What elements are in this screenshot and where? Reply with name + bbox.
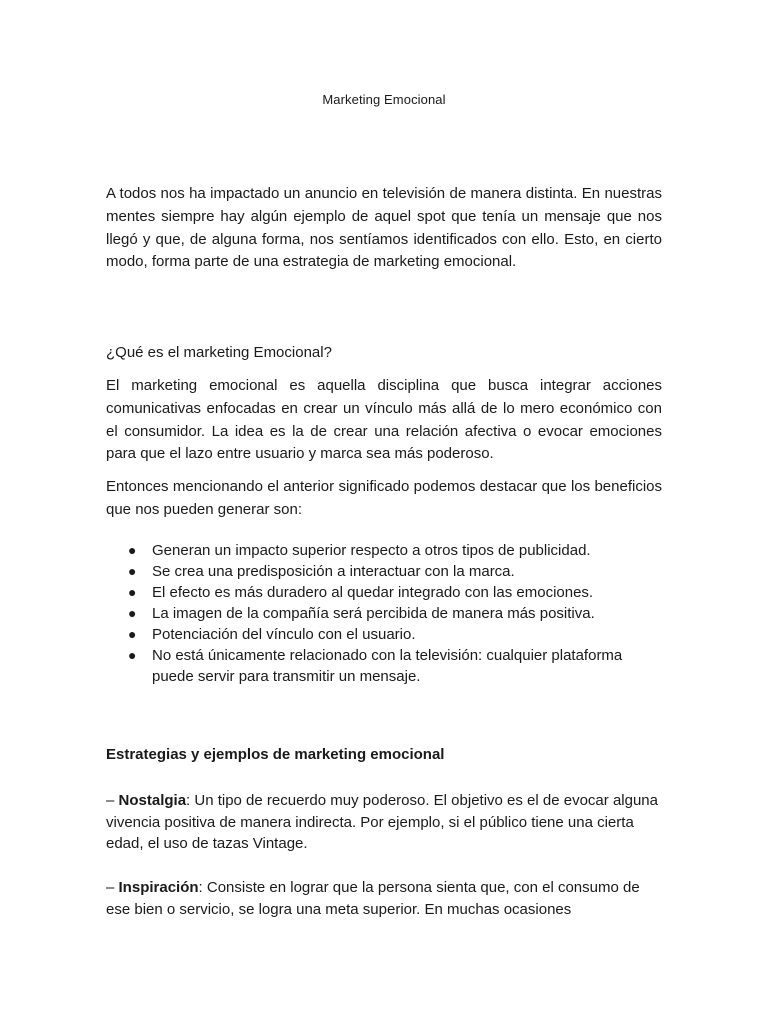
bullet-icon: ● (128, 542, 137, 558)
strategy-description: : Un tipo de recuerdo muy poderoso. El objetivo es el de evocar alguna vivencia positiva de manera indirecta. Por ejemplo, si el público tiene una cierta edad, el uso de tazas Vintage. (106, 792, 658, 852)
bullet-icon: ● (128, 626, 137, 642)
strategy-inspiration-paragraph (106, 877, 662, 920)
strategy-term: Inspiración (118, 879, 199, 896)
list-item-text: Se crea una predisposición a interactuar con la marca. (152, 563, 515, 580)
strategy-nostalgia-paragraph (106, 790, 662, 855)
list-item (106, 624, 662, 645)
strategy-term: Nostalgia (118, 792, 187, 809)
list-item (106, 603, 662, 624)
bullet-icon: ● (128, 605, 137, 621)
list-item (106, 561, 662, 582)
definition-paragraph: El marketing emocional es aquella disciplina que busca integrar acciones comunicativas enfocadas en crear un vínculo más allá de lo mero económico con el consumidor. La idea es la de crear una relación afectiva o evocar emociones para que el lazo entre usuario y marca sea más poderoso. (106, 377, 662, 463)
strategy-dash: – (106, 879, 119, 896)
list-item-text: Generan un impacto superior respecto a otros tipos de publicidad. (152, 542, 591, 559)
intro-paragraph: A todos nos ha impactado un anuncio en televisión de manera distinta. En nuestras mentes siempre hay algún ejemplo de aquel spot que tenía un mensaje que nos llegó y que, de alguna forma, nos sentíamos identificados con ello. Esto, en cierto modo, forma parte de una estrategia de marketing emocional. (106, 185, 662, 271)
list-item (106, 582, 662, 603)
bullet-icon: ● (128, 584, 137, 600)
strategy-dash: – (106, 792, 119, 809)
list-item-text: El efecto es más duradero al quedar integrado con las emociones. (152, 584, 594, 601)
list-item-text: No está únicamente relacionado con la televisión: cualquier plataforma puede servir para transmitir un mensaje. (152, 647, 623, 685)
list-item (106, 540, 662, 561)
strategies-heading: Estrategias y ejemplos de marketing emocional (106, 746, 445, 763)
benefits-list (106, 540, 662, 687)
strategy-description: : Consiste en lograr que la persona sienta que, con el consumo de ese bien o servicio, se logra una meta superior. En muchas ocasiones (106, 879, 640, 918)
bullet-icon: ● (128, 563, 137, 579)
list-item (106, 645, 662, 687)
question-heading: ¿Qué es el marketing Emocional? (106, 344, 332, 361)
document-title: Marketing Emocional (322, 92, 446, 107)
benefits-intro-paragraph: Entonces mencionando el anterior significado podemos destacar que los beneficios que nos pueden generar son: (106, 478, 662, 518)
list-item-text: La imagen de la compañía será percibida de manera más positiva. (152, 605, 595, 622)
list-item-text: Potenciación del vínculo con el usuario. (152, 626, 416, 643)
bullet-icon: ● (128, 647, 137, 663)
